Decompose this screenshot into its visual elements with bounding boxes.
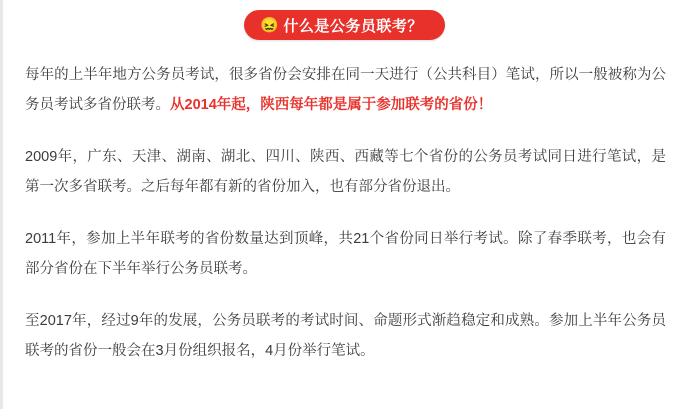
confounded-face-icon: 😖 — [260, 16, 280, 34]
article-body — [3, 46, 686, 366]
paragraph-1 — [25, 60, 666, 120]
paragraph-4: 至2017年，经过9年的发展，公务员联考的考试时间、命题形式渐趋稳定和成熟。参加上半年公务员联考的省份一般会在3月份组织报名，4月份举行笔试。 — [25, 313, 666, 359]
paragraph-1-text: 每年的上半年地方公务员考试，很多省份会安排在同一天进行（公共科目）笔试，所以一般被称为公务员考试多省份联考。 — [25, 67, 666, 113]
section-title-text: 什么是公务员联考？ — [283, 17, 423, 35]
paragraph-2: 2009年，广东、天津、湖南、湖北、四川、陕西、西藏等七个省份的公务员考试同日进行笔试，是第一次多省联考。之后每年都有新的省份加入，也有部分省份退出。 — [25, 149, 666, 195]
article-header — [3, 0, 686, 46]
paragraph-1-highlight: 从2014年起，陕西每年都是属于参加联考的省份！ — [170, 97, 493, 113]
paragraph-3: 2011年，参加上半年联考的省份数量达到顶峰，共21个省份同日举行考试。除了春季联考，也会有部分省份在下半年举行公务员联考。 — [25, 231, 666, 277]
section-title-badge — [244, 10, 445, 40]
